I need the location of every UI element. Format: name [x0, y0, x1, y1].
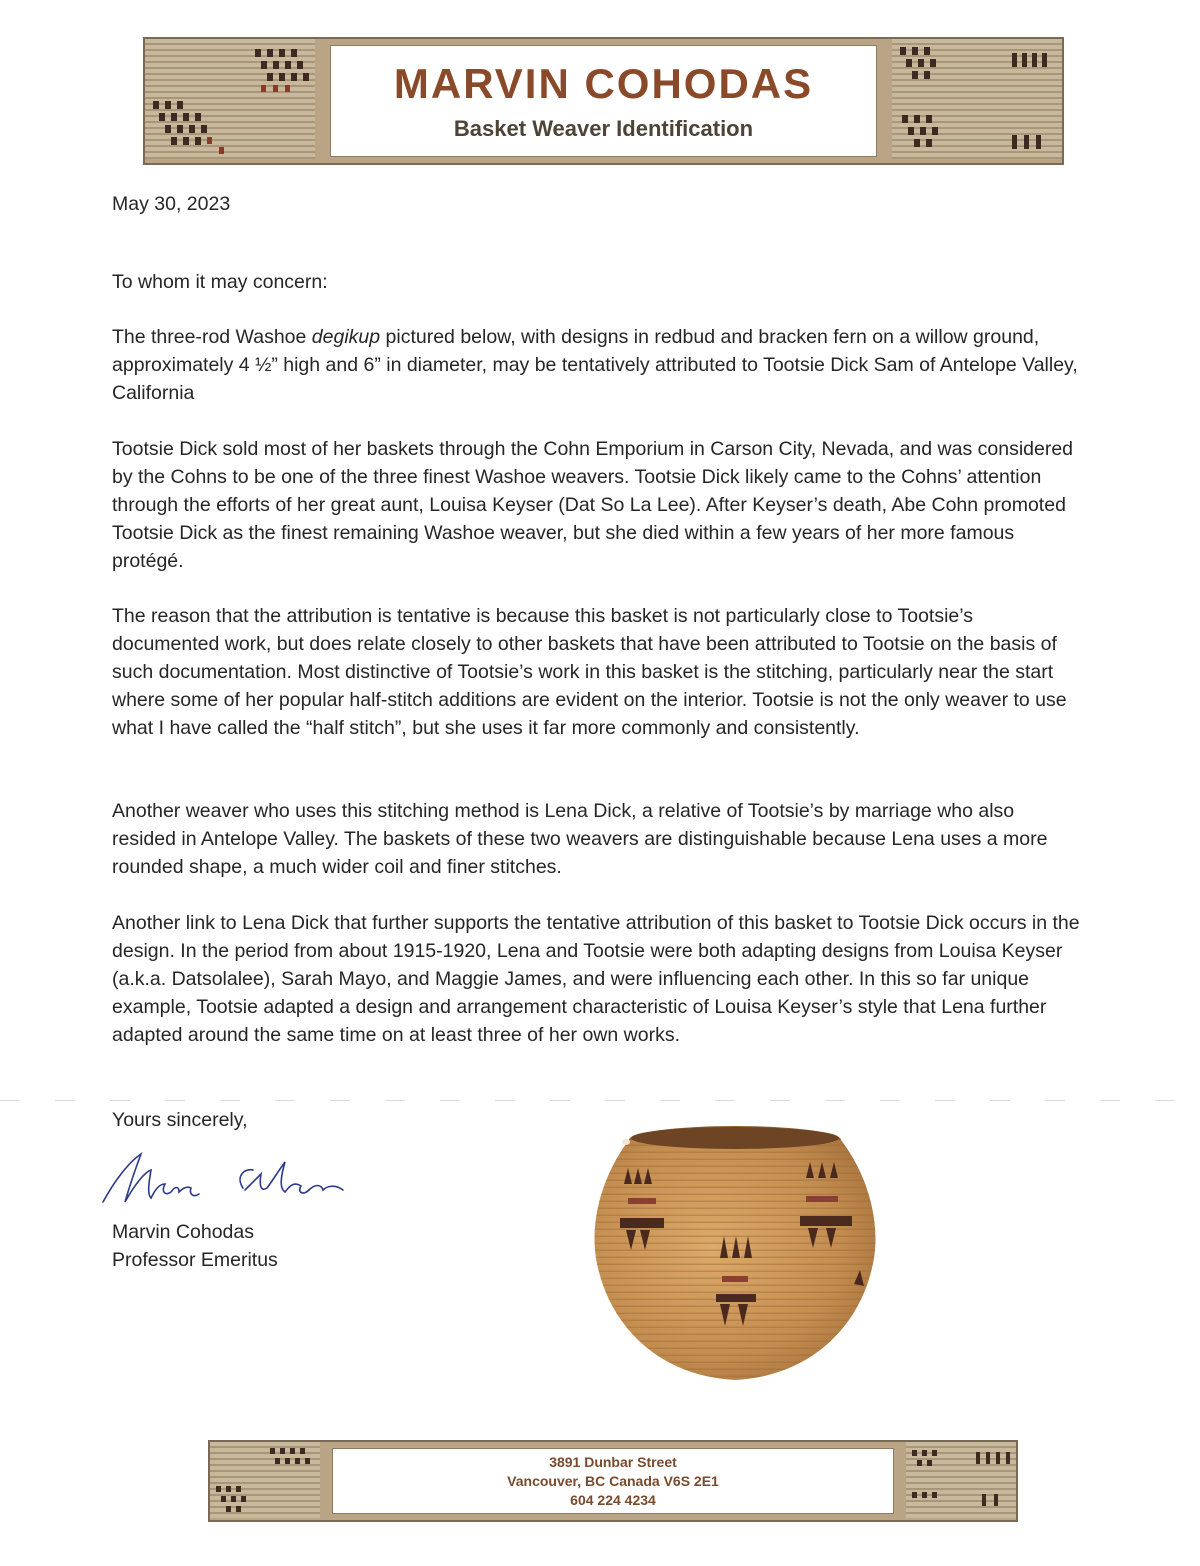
- basket-weave-pattern: [906, 1442, 1016, 1520]
- footer-address-panel: [332, 1448, 894, 1514]
- address-phone: 604 224 4234: [570, 1491, 656, 1508]
- handwritten-signature: [95, 1140, 365, 1220]
- letter-closing: Yours sincerely,: [112, 1109, 248, 1131]
- basket-weave-pattern: [210, 1442, 320, 1520]
- paragraph-attribution-reason: The reason that the attribution is tentative is because this basket is not particularly close to Tootsie’s documented work, but does relate closely to other baskets that have been attributed to Tootsie on the basis of such documentation. Most distinctive of Tootsie’s work in this basket is the stitching, particularly near the start where some of her popular half-stitch additions are evident on the interior. Tootsie is not the only weaver to use what I have called the “half stitch”, but she uses it far more commonly and consistently.: [112, 605, 1067, 739]
- letterhead-footer-banner: [208, 1440, 1018, 1522]
- paragraph-background: Tootsie Dick sold most of her baskets through the Cohn Emporium in Carson City, Nevada, and was considered by the Cohns to be one of the three finest Washoe weavers. Tootsie Dick likely came to the Cohns’ attention through the efforts of her great aunt, Louisa Keyser (Dat So La Lee). After Keyser’s death, Abe Cohn promoted Tootsie Dick as the finest remaining Washoe weaver, but she died within a few years of her more famous protégé.: [112, 438, 1074, 572]
- paragraph-description: [112, 323, 1082, 407]
- letter-date: May 30, 2023: [112, 193, 231, 215]
- address-city: Vancouver, BC Canada V6S 2E1: [507, 1472, 719, 1489]
- paragraph-text: pictured below, with designs in redbud and bracken fern on a willow ground, approximately 4 ½” high and 6” in diameter, may be tentatively attributed to Tootsie Dick Sam of Antelope Valley, California: [112, 326, 1078, 404]
- signer-name: Marvin Cohodas: [112, 1221, 254, 1243]
- scan-artifact-line: [0, 1100, 1200, 1101]
- letterhead-title-panel: [330, 45, 877, 157]
- paragraph-text: The three-rod Washoe: [112, 326, 312, 348]
- letterhead-banner: [143, 37, 1064, 165]
- signer-title: Professor Emeritus: [112, 1249, 278, 1271]
- basket-weave-pattern: [892, 39, 1062, 163]
- basket-photo: [580, 1118, 890, 1390]
- basket-term: degikup: [311, 326, 381, 348]
- basket-weave-pattern: [145, 39, 315, 163]
- paragraph-design-link: Another link to Lena Dick that further supports the tentative attribution of this basket to Tootsie Dick occurs in the design. In the period from about 1915-1920, Lena and Tootsie were both adapting designs from Louisa Keyser (a.k.a. Datsolalee), Sarah Mayo, and Maggie James, and were influencing each other. In this so far unique example, Tootsie adapted a design and arrangement characteristic of Louisa Keyser’s style that Lena further adapted around the same time on at least three of her own works.: [112, 912, 1080, 1046]
- letter-salutation: To whom it may concern:: [112, 271, 328, 293]
- letterhead-name: MARVIN COHODAS: [393, 60, 814, 107]
- paragraph-lena-dick: Another weaver who uses this stitching method is Lena Dick, a relative of Tootsie’s by marriage who also resided in Antelope Valley. The baskets of these two weavers are distinguishable because Lena uses a more rounded shape, a much wider coil and finer stitches.: [112, 800, 1048, 878]
- letterhead-subtitle: Basket Weaver Identification: [453, 116, 754, 141]
- address-street: 3891 Dunbar Street: [549, 1453, 677, 1470]
